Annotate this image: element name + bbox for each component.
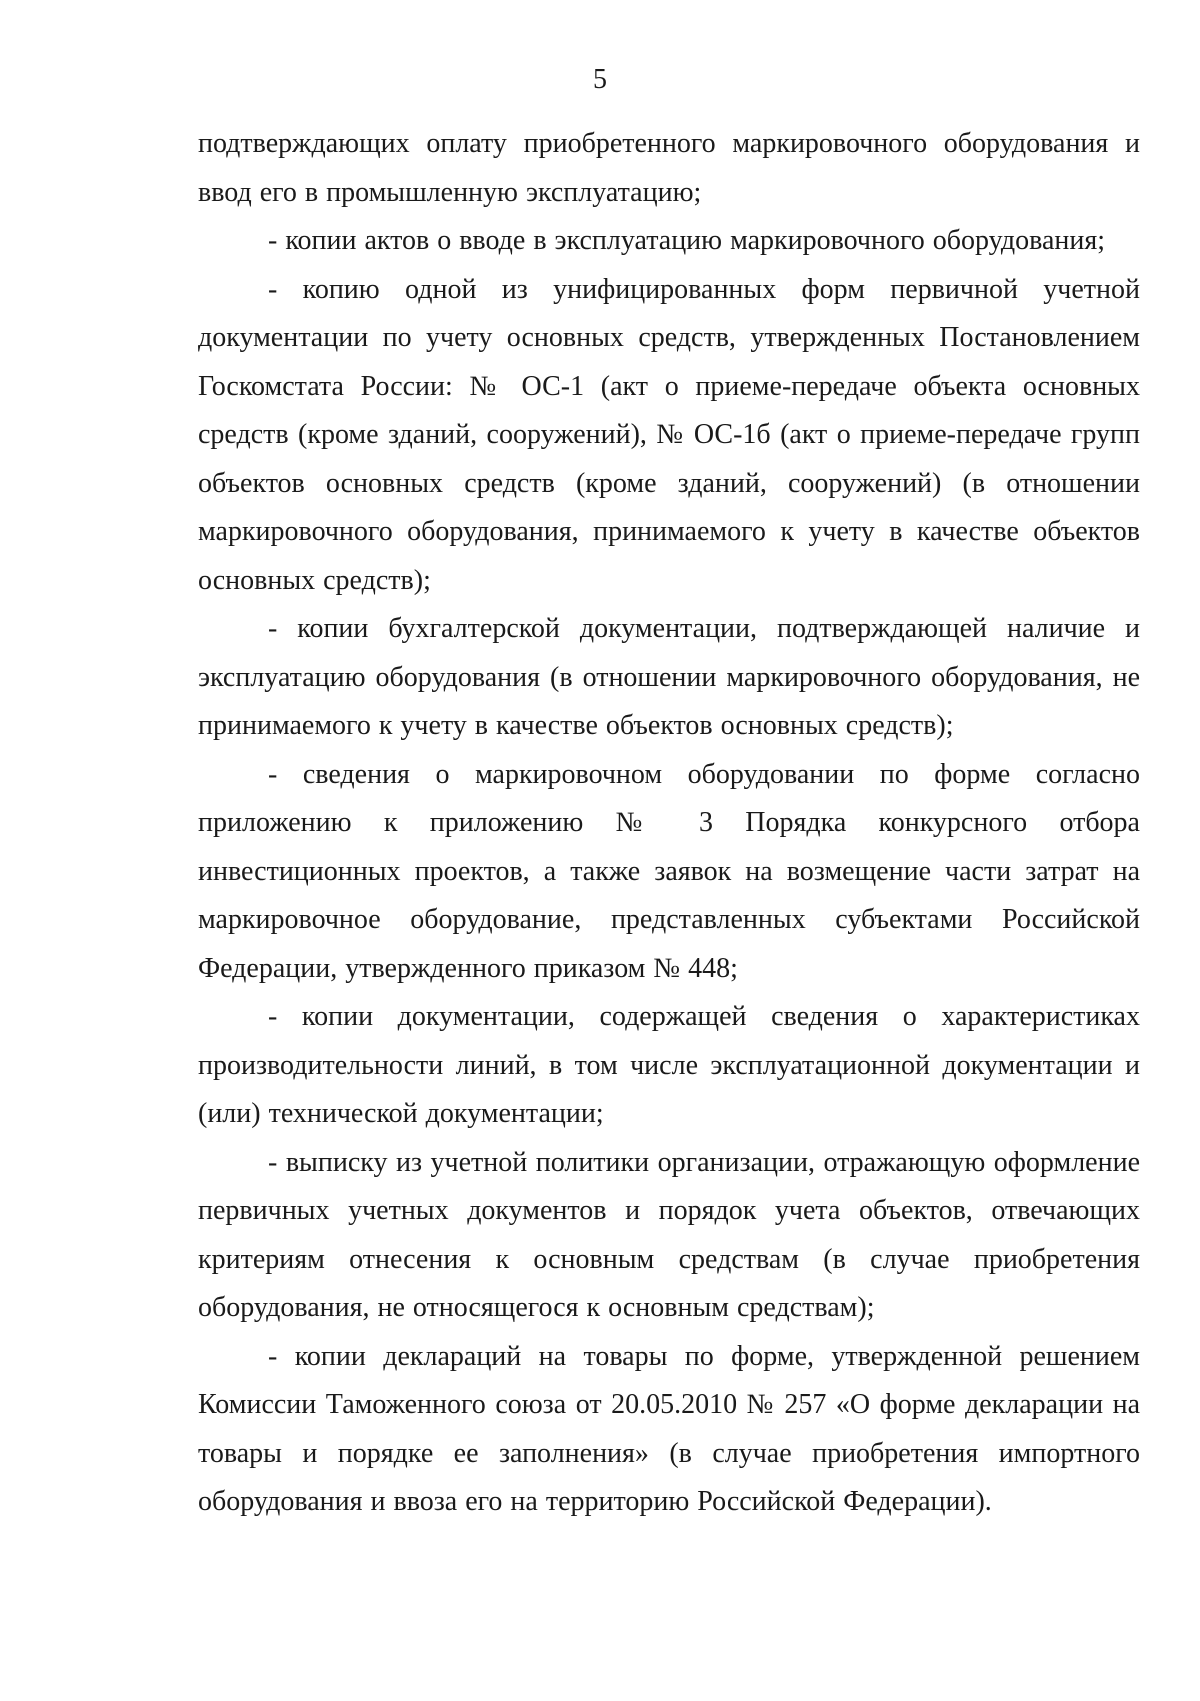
paragraph-equipment-info: - сведения о маркировочном оборудовании по форме согласно приложению к приложению № 3 Порядка конкурсного отбора инвестиционных проектов, а также заявок на возмещение части затрат на маркировочное оборудование, представленных субъектами Российской Федерации, утвержденного приказом № 448; xyxy=(198,758,1140,984)
page-number: 5 xyxy=(593,64,607,95)
paragraph-performance-docs: - копии документации, содержащей сведения о характеристиках производительности линий, в том числе эксплуатационной документации и (или) технической документации; xyxy=(198,1001,1140,1129)
paragraph-accounting-docs: - копии бухгалтерской документации, подтверждающей наличие и эксплуатацию оборудования (в отношении маркировочного оборудования, не принимаемого к учету в качестве объектов основных средств); xyxy=(198,613,1140,741)
paragraph-continuation: подтверждающих оплату приобретенного маркировочного оборудования и ввод его в промышленную эксплуатацию; xyxy=(198,128,1140,208)
paragraph-unified-forms: - копию одной из унифицированных форм первичной учетной документации по учету основных средств, утвержденных Постановлением Госкомстата России: № ОС-1 (акт о приеме-передаче объекта основных средств (кроме зданий, сооружений), № ОС-1б (акт о приеме-передаче групп объектов основных средств (кроме зданий, сооружений) (в отношении маркировочного оборудования, принимаемого к учету в качестве объектов основных средств); xyxy=(198,273,1140,596)
paragraph-accounting-policy: - выписку из учетной политики организации, отражающую оформление первичных учетных документов и порядок учета объектов, отвечающих критериям отнесения к основным средствам (в случае приобретения оборудования, не относящегося к основным средствам); xyxy=(198,1146,1140,1323)
paragraph-acts-copies: - копии актов о вводе в эксплуатацию маркировочного оборудования; xyxy=(268,225,1106,256)
paragraph-customs-declarations: - копии деклараций на товары по форме, утвержденной решением Комиссии Таможенного союза от 20.05.2010 № 257 «О форме декларации на товары и порядке ее заполнения» (в случае приобретения импортного оборудования и ввоза его на территорию Российской Федерации). xyxy=(198,1340,1140,1517)
document-body xyxy=(198,120,1140,1527)
